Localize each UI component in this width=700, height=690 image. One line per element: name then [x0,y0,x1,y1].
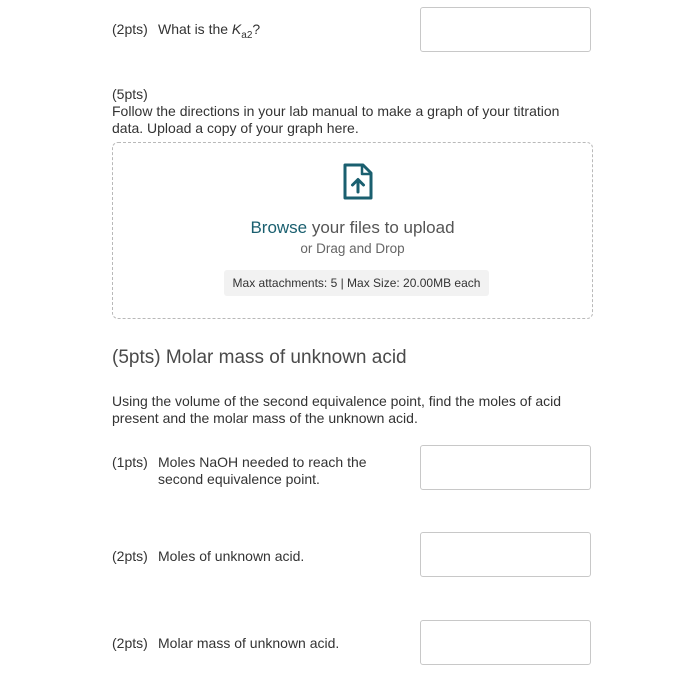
ka2-answer-input[interactable] [420,7,591,52]
question-graph-label [112,86,559,137]
points-label: (2pts) [112,635,148,651]
question-ka2-label [112,21,260,44]
question-text-line1: Moles NaOH needed to reach the [158,454,367,470]
points-label: (2pts) [112,548,148,564]
question-moles-acid-label [112,548,304,565]
points-label: (2pts) [112,21,148,37]
question-text-line2: second equivalence point. [158,471,320,487]
drag-drop-text: or Drag and Drop [300,241,405,256]
points-label: (5pts) [112,86,148,102]
browse-line [113,218,592,238]
points-label: (1pts) [112,454,148,470]
question-text-line1: Follow the directions in your lab manual to make a graph of your titration [112,103,560,119]
question-text: What is the [158,21,232,37]
question-text-line2: data. Upload a copy of your graph here. [112,120,359,136]
question-text: Moles of unknown acid. [158,548,305,564]
section-heading: (5pts) Molar mass of unknown acid [112,347,407,368]
question-molar-mass-label [112,635,339,652]
instructions-line1: Using the volume of the second equivalence point, find the moles of acid [112,393,562,409]
k-symbol: K [231,21,242,37]
question-mark: ? [252,21,261,37]
question-moles-naoh-label [112,454,367,488]
moles-naoh-answer-input[interactable] [420,445,591,490]
molar-mass-answer-input[interactable] [420,620,591,665]
question-text: Molar mass of unknown acid. [158,635,340,651]
browse-rest-text: your files to upload [307,218,455,237]
section-instructions [112,393,561,427]
file-upload-dropzone[interactable] [112,142,593,319]
max-attachments-badge: Max attachments: 5 | Max Size: 20.00MB each [224,270,489,296]
instructions-line2: present and the molar mass of the unknown acid. [112,410,418,426]
moles-acid-answer-input[interactable] [420,532,591,577]
file-upload-icon[interactable] [342,163,374,201]
browse-files-link[interactable]: Browse [250,218,308,237]
k-subscript: a2 [241,29,253,41]
